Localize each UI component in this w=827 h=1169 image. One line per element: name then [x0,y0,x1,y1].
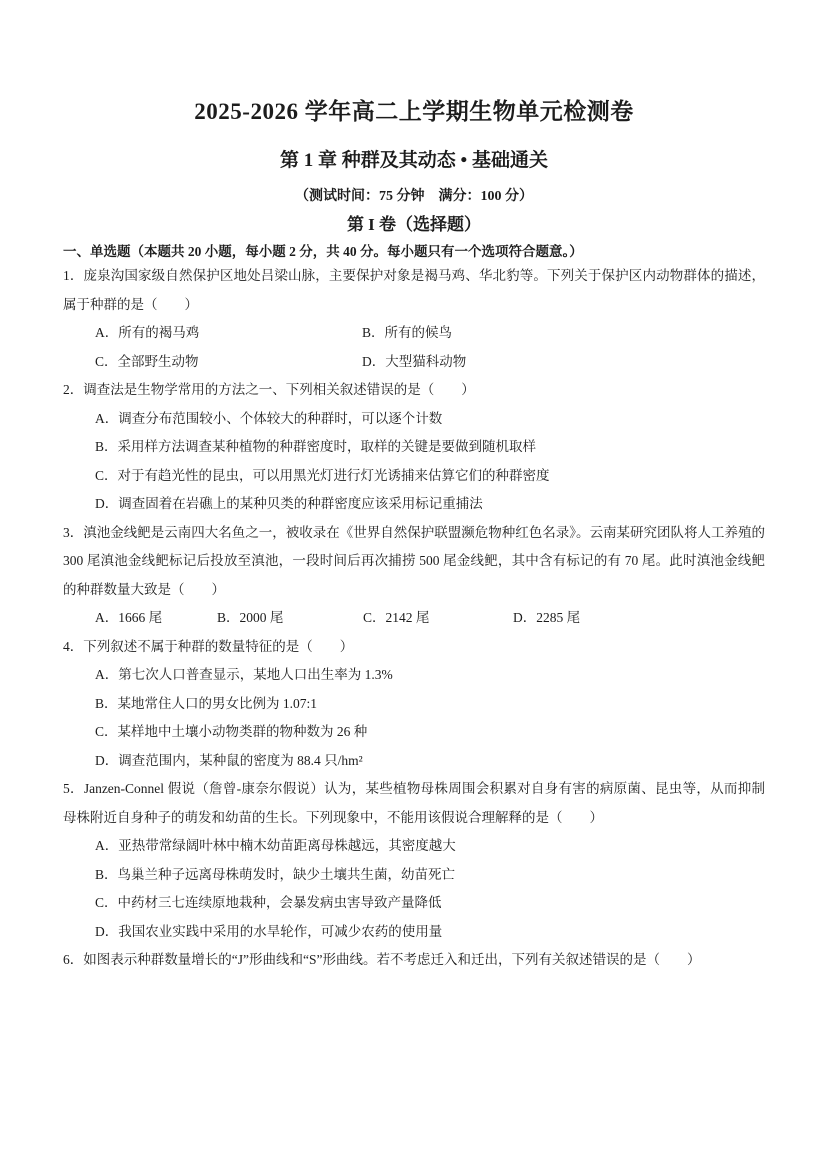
question-5-option-b: B．鸟巢兰种子远离母株萌发时，缺少土壤共生菌，幼苗死亡 [95,866,456,882]
question-3-option-a: A．1666 尾 [95,610,163,625]
question-3-stem: 3．滇池金线鲃是云南四大名鱼之一，被收录在《世界自然保护联盟濒危物种红色名录》。云南某研究团队将人工养殖的 300 尾滇池金线鲃标记后投放至滇池，一段时间后再次捕捞 500 尾金线鲃，其中含有标记的有 70 尾。此时滇池金线鲃的种群数量大致是（ ） [63,524,765,597]
question-4-option-a: A．第七次人口普查显示，某地人口出生率为 1.3% [95,667,393,682]
section-heading: 一、单选题（本题共 20 小题，每小题 2 分，共 40 分。每小题只有一个选项符合题意。） [63,244,583,259]
question-1-option-a: A．所有的褐马鸡 [95,325,200,340]
question-1-option-c: C．全部野生动物 [95,353,199,369]
question-2-options [63,405,765,519]
question-2-stem: 2．调查法是生物学常用的方法之一、下列相关叙述错误的是（ ） [63,382,475,397]
question-2-option-b: B．采用样方法调查某种植物的种群密度时，取样的关键是要做到随机取样 [95,439,537,454]
question-5-options [63,832,765,946]
question-1 [63,262,765,376]
question-5-option-a: A．亚热带常绿阔叶林中楠木幼苗距离母株越远，其密度越大 [95,838,456,853]
question-6-stem: 6．如图表示种群数量增长的“J”形曲线和“S”形曲线。若不考虑迁入和迁出，下列有关叙述错误的是（ ） [63,952,701,967]
exam-title: 2025-2026 学年高二上学期生物单元检测卷 [194,99,634,124]
question-2-option-d: D．调查固着在岩礁上的某种贝类的种群密度应该采用标记重捕法 [95,496,483,511]
question-5-option-c: C．中药材三七连续原地栽种，会暴发病虫害导致产量降低 [95,895,442,910]
question-3-option-c: C．2142 尾 [363,610,430,625]
question-1-stem: 1．庞泉沟国家级自然保护区地处吕梁山脉，主要保护对象是褐马鸡、华北豹等。下列关于保护区内动物群体的描述，属于种群的是（ ） [63,268,765,312]
question-4-option-c: C．某样地中土壤小动物类群的物种数为 26 种 [95,724,368,739]
question-3-option-d: D．2285 尾 [513,610,581,625]
part-heading: 第 I 卷（选择题） [346,215,482,234]
question-1-options [63,319,765,376]
question-4 [63,633,765,776]
question-5-stem: 5．Janzen-Connel 假说（詹曾-康奈尔假说）认为，某些植物母株周围会积累对自身有害的病原菌、昆虫等，从而抑制母株附近自身种子的萌发和幼苗的生长。下列现象中，不能用该假说合理解释的是（ ） [63,781,765,825]
question-2 [63,376,765,519]
question-4-stem: 4．下列叙述不属于种群的数量特征的是（ ） [63,638,354,654]
question-5-option-d: D．我国农业实践中采用的水旱轮作，可减少农药的使用量 [95,923,443,939]
exam-meta: （测试时间：75 分钟 满分：100 分） [295,189,533,204]
question-4-option-d: D．调查范围内，某种鼠的密度为 88.4 只/hm² [95,752,363,768]
question-3 [63,519,765,633]
chapter-heading: 第 1 章 种群及其动态 • 基础通关 [280,150,548,171]
question-4-options [63,661,765,775]
question-1-option-b: B．所有的候鸟 [362,325,453,340]
question-2-option-c: C．对于有趋光性的昆虫，可以用黑光灯进行灯光诱捕来估算它们的种群密度 [95,467,550,483]
question-2-option-a: A．调查分布范围较小、个体较大的种群时，可以逐个计数 [95,410,443,426]
question-1-option-d: D．大型猫科动物 [362,353,467,369]
question-3-option-b: B．2000 尾 [217,610,284,625]
question-3-options [63,604,765,633]
question-4-option-b: B．某地常住人口的男女比例为 1.07:1 [95,695,318,711]
question-5 [63,775,765,946]
question-6 [63,946,765,975]
